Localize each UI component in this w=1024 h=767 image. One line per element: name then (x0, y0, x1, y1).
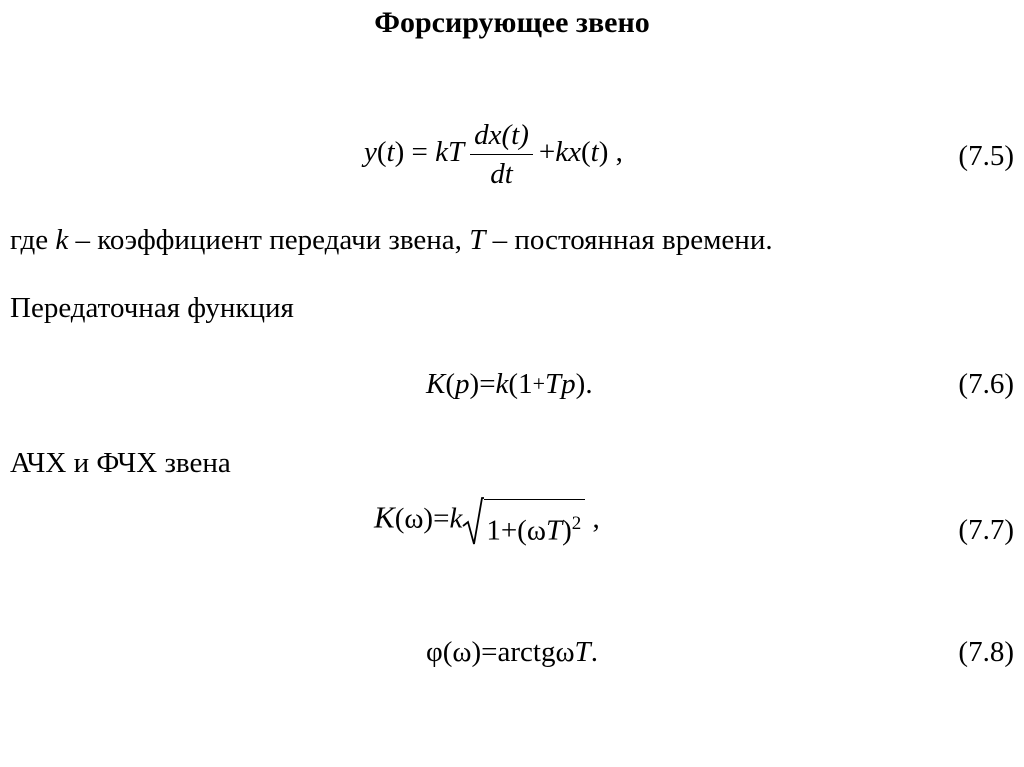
radicand (484, 499, 585, 551)
page-title: Форсирующее звено (374, 6, 650, 39)
formula-7-5 (364, 116, 623, 193)
equation-number-7-7: (7.7) (958, 514, 1014, 546)
formula-kT: kT (435, 136, 465, 169)
formula-p: p (455, 368, 470, 400)
equation-number-7-8: (7.8) (958, 636, 1014, 668)
formula-part: ). (575, 368, 593, 400)
formula-plus: + (532, 371, 546, 396)
formula-equals: = (433, 502, 450, 535)
formula-Tp: Tp (545, 368, 576, 400)
text-segment: где (10, 224, 56, 256)
text-segment: – постоянная времени. (485, 224, 773, 256)
paragraph-definition (10, 224, 773, 257)
formula-comma: , (615, 136, 623, 169)
formula-7-8 (426, 636, 598, 669)
equation-number-7-5: (7.5) (958, 140, 1014, 172)
radicand-T: T (545, 514, 563, 547)
formula-equals: = (411, 136, 428, 169)
formula-T: T (574, 636, 591, 668)
formula-rparen: ) (469, 368, 480, 400)
exponent: 2 (571, 513, 582, 534)
formula-lparen: ( (445, 368, 456, 400)
formula-rparen: ) (598, 136, 609, 169)
fraction-numerator: dx(t) (470, 116, 533, 155)
formula-arg: (ω) (394, 502, 434, 535)
formula-comma: , (592, 502, 600, 535)
formula-dot: . (590, 636, 598, 668)
formula-t: t (386, 136, 395, 169)
formula-k: k (555, 136, 569, 169)
paragraph-afc-pfc: АЧХ и ФЧХ звена (10, 447, 231, 479)
formula-part: φ(ω)=arctgω (426, 636, 575, 668)
formula-k: k (495, 368, 509, 400)
radicand-part: ) (562, 514, 572, 547)
radical-sign-icon (462, 495, 484, 547)
formula-K: K (374, 499, 395, 535)
formula-lparen: ( (581, 136, 591, 169)
formula-lparen: ( (376, 136, 387, 169)
square-root (462, 495, 585, 547)
formula-t: t (590, 136, 599, 169)
formula-7-6 (426, 368, 593, 401)
derivative-fraction (470, 116, 533, 193)
text-segment: – коэффициент передачи звена, (68, 224, 470, 256)
symbol-T: T (469, 224, 486, 256)
formula-k: k (449, 502, 463, 535)
formula-rparen: ) (394, 136, 405, 169)
formula-K: K (426, 368, 446, 400)
formula-plus: + (538, 136, 556, 169)
radicand-part: 1+(ω (486, 514, 546, 547)
formula-x: x (568, 136, 581, 169)
equation-number-7-6: (7.6) (958, 368, 1014, 400)
formula-y: y (364, 136, 377, 169)
formula-7-7 (374, 495, 600, 547)
fraction-denominator: dt (490, 158, 513, 190)
symbol-k: k (55, 224, 69, 256)
formula-part: (1 (508, 368, 533, 400)
formula-equals: = (479, 368, 496, 400)
paragraph-transfer-function: Передаточная функция (10, 292, 294, 324)
